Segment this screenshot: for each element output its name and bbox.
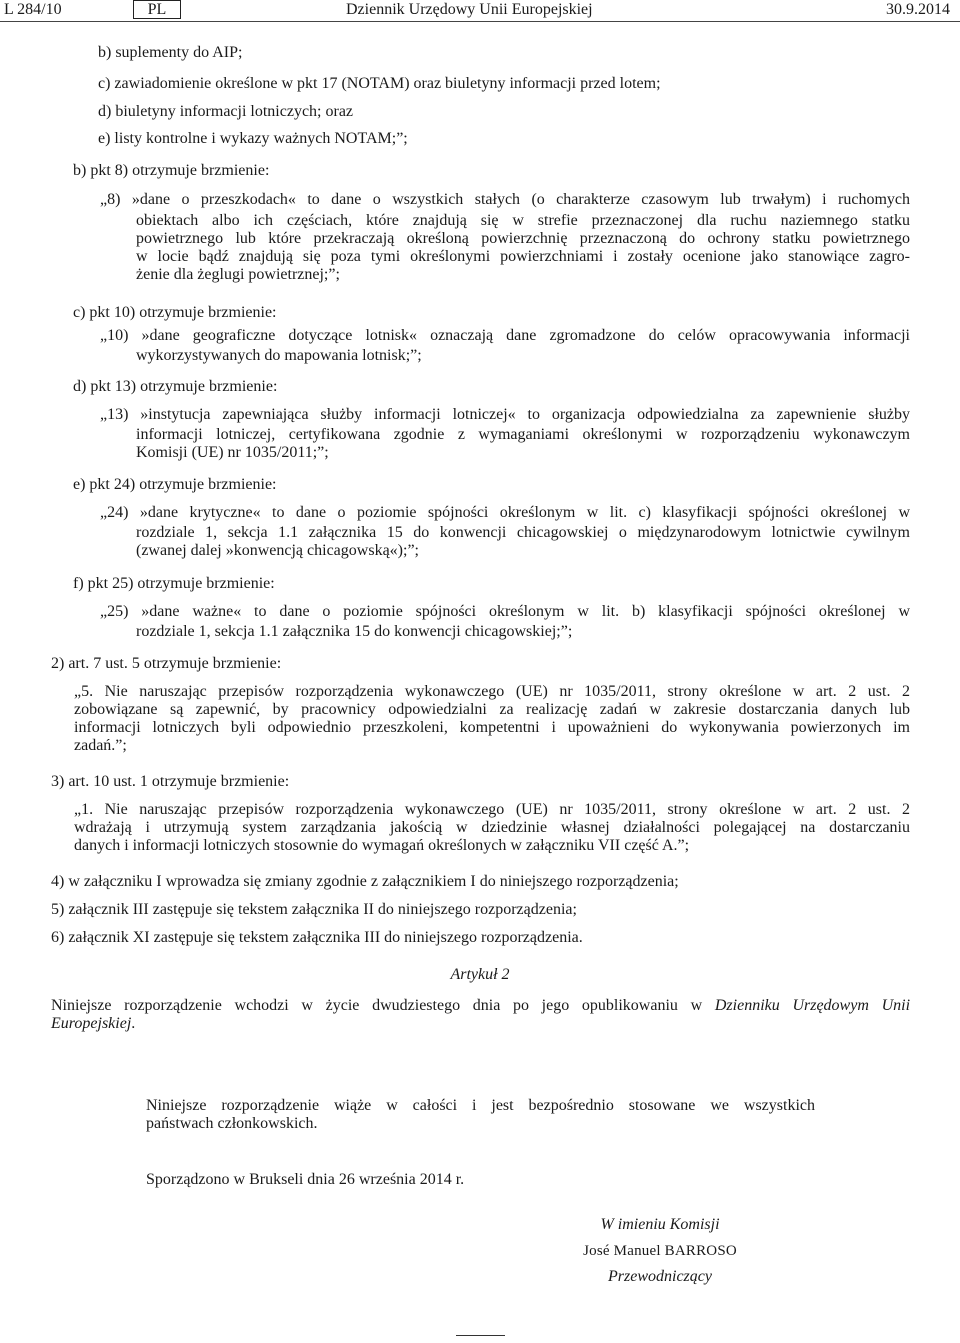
text-line: wykorzystywanych do mapowania lotnisk;”;	[136, 347, 422, 364]
signatory-role	[560, 1268, 760, 1286]
text-line: obiektach albo ich częściach, które znajdują się w strefie przeznaczonej dla ruchu naziemnego statku	[136, 212, 910, 229]
text-line: „24) »dane krytyczne« to dane o poziomie spójności określonym w lit. c) klasyfikacji spójności określonej w	[100, 504, 910, 521]
article-title	[0, 966, 960, 984]
text-line: (zwanej dalej »konwencją chicagowską«);”;	[136, 542, 419, 559]
definition-10	[100, 327, 910, 345]
text-line: rozdziale 1, sekcja 1.1 załącznika 15 do konwencji chicagowskiej;”;	[136, 623, 573, 640]
point-2-text	[74, 683, 910, 755]
text-line	[51, 1015, 910, 1033]
list-item: c) zawiadomienie określone w pkt 17 (NOTAM) oraz biuletyny informacji przed lotem;	[98, 75, 661, 92]
definition-24	[100, 504, 910, 522]
page-header	[0, 0, 960, 22]
amendment-label-f: f) pkt 25) otrzymuje brzmienie:	[73, 575, 275, 592]
signatory-role-text: Przewodniczący	[608, 1268, 712, 1285]
header-rule	[0, 21, 960, 22]
text-line: „8) »dane o przeszkodach« to dane o wszystkich stałych (o charakterze czasowym lub trwałym) i ruchomych	[100, 191, 910, 208]
text-line: żenie dla żeglugi powietrznej;”;	[136, 266, 340, 283]
definition-25	[100, 603, 910, 621]
text-line: zadań.”;	[74, 737, 127, 754]
done-at: Sporządzono w Brukseli dnia 26 września 2014 r.	[146, 1171, 465, 1188]
text-line: w locie bądź znajdują się poza tymi określonymi powierzchniami i zostały ocenione jako stanowiące zagro-	[136, 248, 910, 265]
definition-8-cont	[136, 212, 910, 284]
definition-13	[100, 406, 910, 424]
text-line: „25) »dane ważne« to dane o poziomie spójności określonym w lit. b) klasyfikacji spójności określonej w	[100, 603, 910, 620]
definition-13-cont	[136, 426, 910, 462]
text-line: danych i informacji lotniczych stosownie do wymagań określonych w załączniku VII część A.”;	[74, 837, 690, 854]
list-item: d) biuletyny informacji lotniczych; oraz	[98, 103, 354, 120]
amendment-label-c: c) pkt 10) otrzymuje brzmienie:	[73, 304, 277, 321]
definition-8	[100, 191, 910, 209]
article-title-text: Artykuł 2	[450, 966, 510, 983]
definition-10-cont	[136, 347, 910, 365]
point-3-label: 3) art. 10 ust. 1 otrzymuje brzmienie:	[51, 773, 290, 790]
text-segment: .	[131, 1015, 136, 1032]
point-2-label: 2) art. 7 ust. 5 otrzymuje brzmienie:	[51, 655, 282, 672]
definition-24-cont	[136, 524, 910, 560]
point-3-text	[74, 801, 910, 855]
amendment-label-d: d) pkt 13) otrzymuje brzmienie:	[73, 378, 278, 395]
article-2-text	[51, 997, 910, 1033]
text-line: wdrażają i utrzymują system zarządzania jakością w dziedzinie własnej działalności polegającej na dostarczaniu	[74, 819, 910, 836]
text-line: informacji lotniczej, certyfikowana zgodnie z wymaganiami określonymi w rozporządzeniu wykonawczym	[136, 426, 910, 443]
signatory-name: José Manuel BARROSO	[583, 1243, 737, 1259]
text-line: „13) »instytucja zapewniająca służby informacji lotniczej« to organizacja odpowiedzialna za zapewnienie służby	[100, 406, 910, 423]
definition-25-cont	[136, 623, 910, 641]
text-line: powietrznego lub które przekraczają określoną powierzchnię przeznaczoną do ochrony statku powietrznego	[136, 230, 910, 247]
text-line: „5. Nie naruszając przepisów rozporządzenia wykonawczego (UE) nr 1035/2011, strony określone w art. 2 ust. 2	[74, 683, 910, 700]
footer-rule	[456, 1335, 505, 1336]
page-reference: L 284/10	[4, 1, 62, 18]
text-segment: Niniejsze rozporządzenie wchodzi w życie dwudziestego dnia po jego opublikowaniu w	[51, 997, 703, 1014]
text-line: zobowiązane są zapewnić, by pracownicy odpowiedzialni za realizację zadań w zakresie dostarczania danych lub	[74, 701, 910, 718]
point-4: 4) w załączniku I wprowadza się zmiany zgodnie z załącznikiem I do niniejszego rozporządzenia;	[51, 873, 679, 890]
amendment-label-b: b) pkt 8) otrzymuje brzmienie:	[73, 162, 270, 179]
point-5: 5) załącznik III zastępuje się tekstem załącznika II do niniejszego rozporządzenia;	[51, 901, 577, 918]
text-line: „1. Nie naruszając przepisów rozporządzenia wykonawczego (UE) nr 1035/2011, strony określone w art. 2 ust. 2	[74, 801, 910, 818]
text-line	[51, 997, 910, 1015]
journal-title: Dziennik Urzędowy Unii Europejskiej	[346, 1, 593, 18]
list-item: e) listy kontrolne i wykazy ważnych NOTAM;”;	[98, 130, 408, 147]
text-line: rozdziale 1, sekcja 1.1 załącznika 15 do konwencji chicagowskiej o międzynarodowym lotnictwie cywilnym	[136, 524, 910, 541]
point-6: 6) załącznik XI zastępuje się tekstem załącznika III do niniejszego rozporządzenia.	[51, 929, 583, 946]
text-line: Niniejsze rozporządzenie wiąże w całości i jest bezpośrednio stosowane we wszystkich	[146, 1097, 815, 1114]
signature-for-text: W imieniu Komisji	[600, 1216, 720, 1233]
text-line: Komisji (UE) nr 1035/2011;”;	[136, 444, 329, 461]
signature-for	[560, 1216, 760, 1234]
language-box: PL	[133, 0, 181, 19]
list-item: b) suplementy do AIP;	[98, 44, 243, 61]
text-line: państwach członkowskich.	[146, 1115, 318, 1132]
text-line: informacji lotniczych byli odpowiednio przeszkoleni, kompetentni i upoważnieni do wykonywania powierzonych im	[74, 719, 910, 736]
amendment-label-e: e) pkt 24) otrzymuje brzmienie:	[73, 476, 277, 493]
journal-name-italic: Dzienniku Urzędowym Unii	[714, 997, 911, 1014]
binding-clause	[146, 1097, 815, 1133]
issue-date: 30.9.2014	[886, 1, 950, 18]
journal-name-italic: Europejskiej	[51, 1015, 132, 1032]
text-line: „10) »dane geograficzne dotyczące lotnisk« oznaczają dane zgromadzone do celów opracowywania informacji	[100, 327, 910, 344]
